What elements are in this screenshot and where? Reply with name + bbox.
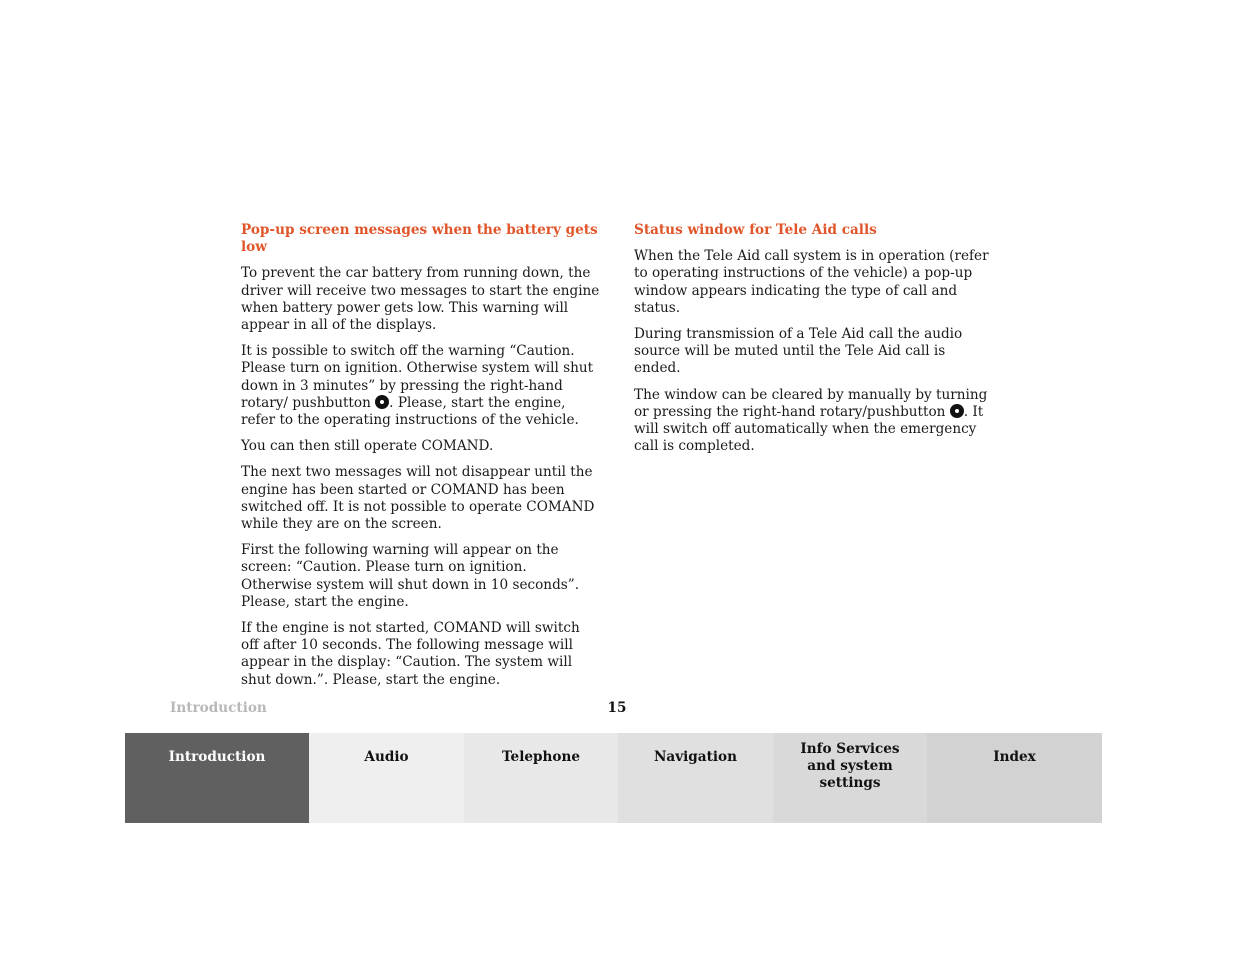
rotary-pushbutton-icon (375, 395, 389, 409)
tab-info-services[interactable] (773, 733, 927, 823)
shutdown-paragraph: If the engine is not started, COMAND will switch off after 10 seconds. The following message will appear in the display: “Caution. The system will shut down.”. Please, start the engine. (241, 620, 580, 688)
tele-aid-clear-text-a: The window can be cleared by manually by turning or pressing the right-hand rotary/pushbutton (634, 386, 988, 420)
tele-aid-clear-paragraph (634, 387, 994, 456)
tab-audio[interactable] (309, 733, 464, 823)
switch-off-text-a: It is possible to switch off the warning “Caution. Please turn on ignition. Otherwise system will shut down in 3 minutes” by pressing the right-hand rotary/ pushbutton (241, 343, 594, 411)
tab-index-label: Index (993, 749, 1036, 765)
tab-introduction[interactable] (125, 733, 309, 823)
next-messages-paragraph: The next two messages will not disappear until the engine has been started or COMAND has been switched off. It is not possible to operate COMAND while they are on the screen. (241, 464, 595, 533)
battery-intro-paragraph: To prevent the car battery from running down, the driver will receive two messages to start the engine when battery power gets low. This warning will appear in all of the displays. (241, 265, 600, 334)
tab-info-services-label: Info Services and system settings (800, 741, 900, 792)
tab-telephone-label: Telephone (501, 749, 580, 765)
tele-aid-intro-paragraph: When the Tele Aid call system is in operation (refer to operating instructions of the vehicle) a pop-up window appears indicating the type of call and status. (634, 248, 989, 316)
rotary-pushbutton-icon (950, 404, 964, 418)
tab-introduction-label: Introduction (168, 749, 266, 765)
tab-index[interactable] (927, 733, 1102, 823)
footer-section-label: Introduction (170, 700, 267, 716)
tab-audio-label: Audio (364, 749, 409, 765)
first-warning-paragraph: First the following warning will appear on the screen: “Caution. Please turn on ignition. Otherwise system will shut down in 10 seconds”. Please, start the engine. (241, 542, 580, 610)
tele-aid-clear-text-b: . It will switch off automatically when the emergency call is completed. (634, 403, 984, 455)
tab-navigation-label: Navigation (653, 749, 737, 765)
operate-comand-paragraph: You can then still operate COMAND. (241, 438, 494, 455)
chapter-tab-bar (125, 733, 1102, 823)
battery-warning-heading: Pop-up screen messages when the battery gets low (241, 222, 598, 256)
right-column (634, 222, 994, 464)
tab-navigation[interactable] (618, 733, 773, 823)
left-column (241, 222, 601, 698)
switch-off-warning-paragraph (241, 343, 601, 429)
switch-off-text-b: . Please, start the engine, refer to the operating instructions of the vehicle. (241, 394, 579, 429)
tele-aid-mute-paragraph: During transmission of a Tele Aid call the audio source will be muted until the Tele Aid call is ended. (634, 326, 963, 377)
page-number: 15 (607, 700, 627, 716)
tab-telephone[interactable] (464, 733, 618, 823)
tele-aid-heading: Status window for Tele Aid calls (634, 222, 877, 238)
